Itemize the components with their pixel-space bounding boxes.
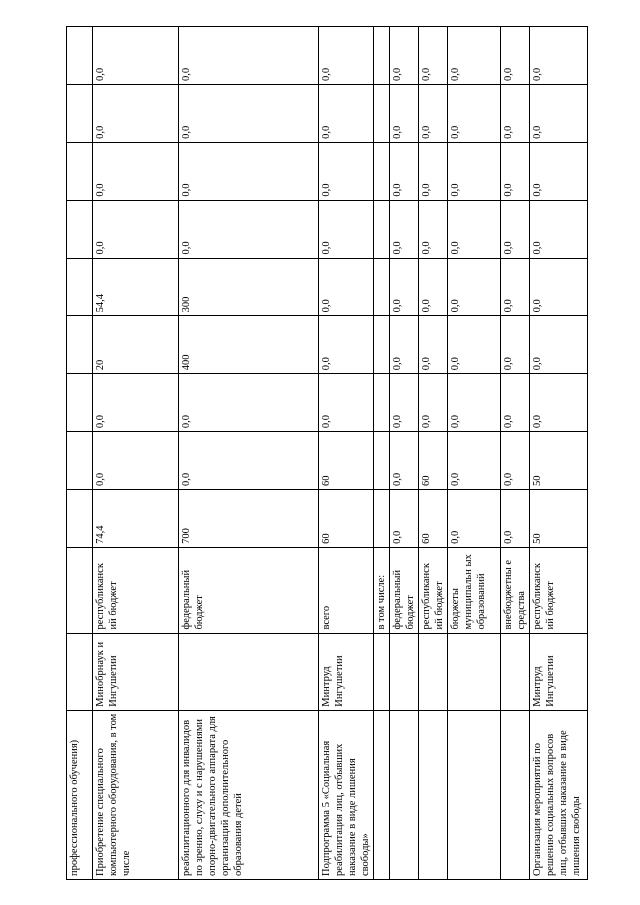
source-cell: республиканск ий бюджет — [93, 547, 179, 633]
executor-cell: Минтруд Ингушетии — [530, 633, 588, 710]
value-cell: 0,0 — [448, 374, 501, 432]
value-cell: 0,0 — [419, 258, 448, 316]
value-cell — [67, 432, 93, 490]
document-page — [66, 26, 582, 880]
value-cell — [374, 142, 390, 200]
value-cell: 0,0 — [501, 316, 530, 374]
value-cell: 0,0 — [179, 27, 319, 85]
value-cell: 0,0 — [530, 27, 588, 85]
executor-cell — [419, 633, 448, 710]
source-cell: внебюджетны е средства — [501, 547, 530, 633]
value-cell — [67, 489, 93, 547]
name-cell: Организация мероприятий по решению социальных вопросов лиц, отбывших наказание в виде лишения свободы — [530, 710, 588, 879]
source-cell: в том числе: — [374, 547, 390, 633]
budget-table — [66, 26, 588, 880]
value-cell: 0,0 — [419, 316, 448, 374]
value-cell: 0,0 — [448, 258, 501, 316]
value-cell: 0,0 — [448, 316, 501, 374]
value-cell: 0,0 — [93, 200, 179, 258]
value-cell — [374, 432, 390, 490]
value-cell: 0,0 — [179, 84, 319, 142]
executor-cell — [67, 633, 93, 710]
executor-cell — [501, 633, 530, 710]
value-cell: 0,0 — [501, 142, 530, 200]
value-cell: 0,0 — [319, 84, 374, 142]
name-cell: реабилитационного для инвалидов по зрению, слуху и с нарушениями опорно-двигательного аппарата для организаций дополнительного образования детей — [179, 710, 319, 879]
value-cell: 0,0 — [93, 27, 179, 85]
executor-cell — [390, 633, 419, 710]
value-cell: 0,0 — [448, 27, 501, 85]
value-cell: 0,0 — [501, 432, 530, 490]
source-cell: федеральный бюджет — [390, 547, 419, 633]
value-cell — [67, 374, 93, 432]
table-row — [374, 27, 390, 880]
value-cell — [67, 142, 93, 200]
value-cell: 20 — [93, 316, 179, 374]
value-cell — [374, 374, 390, 432]
value-cell — [374, 489, 390, 547]
name-cell: Подпрограмма 5 «Социальная реабилитация лиц, отбывших наказание в виде лишения свободы» — [319, 710, 374, 879]
value-cell — [374, 27, 390, 85]
value-cell: 0,0 — [530, 374, 588, 432]
name-cell: Приобретение специального компьютерного оборудования, в том числе — [93, 710, 179, 879]
table-row — [179, 27, 319, 880]
value-cell: 0,0 — [179, 200, 319, 258]
value-cell: 60 — [319, 432, 374, 490]
value-cell: 0,0 — [93, 84, 179, 142]
source-cell: всего — [319, 547, 374, 633]
source-cell — [67, 547, 93, 633]
name-cell — [390, 710, 419, 879]
value-cell: 0,0 — [419, 374, 448, 432]
table-row — [530, 27, 588, 880]
value-cell: 0,0 — [319, 142, 374, 200]
value-cell: 0,0 — [501, 84, 530, 142]
executor-cell — [448, 633, 501, 710]
value-cell: 0,0 — [530, 142, 588, 200]
value-cell: 0,0 — [448, 200, 501, 258]
value-cell: 0,0 — [501, 27, 530, 85]
value-cell: 0,0 — [319, 316, 374, 374]
value-cell: 0,0 — [390, 489, 419, 547]
value-cell — [67, 84, 93, 142]
name-cell — [374, 710, 390, 879]
source-cell: республиканск ий бюджет — [530, 547, 588, 633]
value-cell: 50 — [530, 432, 588, 490]
value-cell: 0,0 — [419, 142, 448, 200]
value-cell: 0,0 — [179, 142, 319, 200]
value-cell: 0,0 — [93, 432, 179, 490]
value-cell: 0,0 — [319, 258, 374, 316]
value-cell: 300 — [179, 258, 319, 316]
value-cell: 50 — [530, 489, 588, 547]
value-cell — [67, 316, 93, 374]
source-cell: республиканск ий бюджет — [419, 547, 448, 633]
value-cell: 0,0 — [419, 200, 448, 258]
value-cell — [374, 84, 390, 142]
value-cell: 0,0 — [501, 258, 530, 316]
table-row — [67, 27, 93, 880]
value-cell: 400 — [179, 316, 319, 374]
value-cell: 0,0 — [93, 142, 179, 200]
value-cell: 0,0 — [419, 84, 448, 142]
value-cell: 60 — [419, 489, 448, 547]
value-cell: 0,0 — [501, 489, 530, 547]
table-body — [67, 27, 588, 880]
source-cell: бюджеты муниципальн ых образований — [448, 547, 501, 633]
executor-cell — [179, 633, 319, 710]
value-cell — [67, 200, 93, 258]
value-cell: 0,0 — [390, 316, 419, 374]
value-cell — [374, 200, 390, 258]
value-cell: 0,0 — [319, 27, 374, 85]
value-cell: 0,0 — [530, 200, 588, 258]
value-cell: 0,0 — [530, 258, 588, 316]
value-cell: 0,0 — [448, 489, 501, 547]
value-cell: 74,4 — [93, 489, 179, 547]
value-cell: 0,0 — [390, 432, 419, 490]
value-cell: 0,0 — [179, 374, 319, 432]
value-cell: 0,0 — [390, 84, 419, 142]
value-cell: 0,0 — [319, 200, 374, 258]
value-cell: 0,0 — [419, 27, 448, 85]
table-row — [390, 27, 419, 880]
value-cell: 0,0 — [448, 432, 501, 490]
value-cell: 0,0 — [390, 258, 419, 316]
name-cell — [501, 710, 530, 879]
value-cell: 0,0 — [179, 432, 319, 490]
value-cell — [67, 27, 93, 85]
executor-cell: Минтруд Ингушетии — [319, 633, 374, 710]
executor-cell — [374, 633, 390, 710]
value-cell: 60 — [319, 489, 374, 547]
value-cell: 0,0 — [448, 84, 501, 142]
name-cell — [448, 710, 501, 879]
value-cell: 54,4 — [93, 258, 179, 316]
value-cell: 0,0 — [390, 142, 419, 200]
value-cell: 0,0 — [390, 27, 419, 85]
value-cell: 0,0 — [448, 142, 501, 200]
value-cell: 0,0 — [501, 374, 530, 432]
source-cell: федеральный бюджет — [179, 547, 319, 633]
value-cell — [374, 316, 390, 374]
value-cell: 0,0 — [93, 374, 179, 432]
value-cell: 60 — [419, 432, 448, 490]
name-cell: профессионального обучения) — [67, 710, 93, 879]
value-cell: 0,0 — [530, 84, 588, 142]
value-cell — [67, 258, 93, 316]
executor-cell: Минобрнаук и Ингушетии — [93, 633, 179, 710]
table-row — [448, 27, 501, 880]
name-cell — [419, 710, 448, 879]
value-cell: 0,0 — [390, 374, 419, 432]
value-cell: 0,0 — [390, 200, 419, 258]
table-row — [501, 27, 530, 880]
value-cell: 700 — [179, 489, 319, 547]
value-cell: 0,0 — [530, 316, 588, 374]
table-row — [93, 27, 179, 880]
value-cell: 0,0 — [501, 200, 530, 258]
table-row — [319, 27, 374, 880]
table-row — [419, 27, 448, 880]
value-cell: 0,0 — [319, 374, 374, 432]
value-cell — [374, 258, 390, 316]
